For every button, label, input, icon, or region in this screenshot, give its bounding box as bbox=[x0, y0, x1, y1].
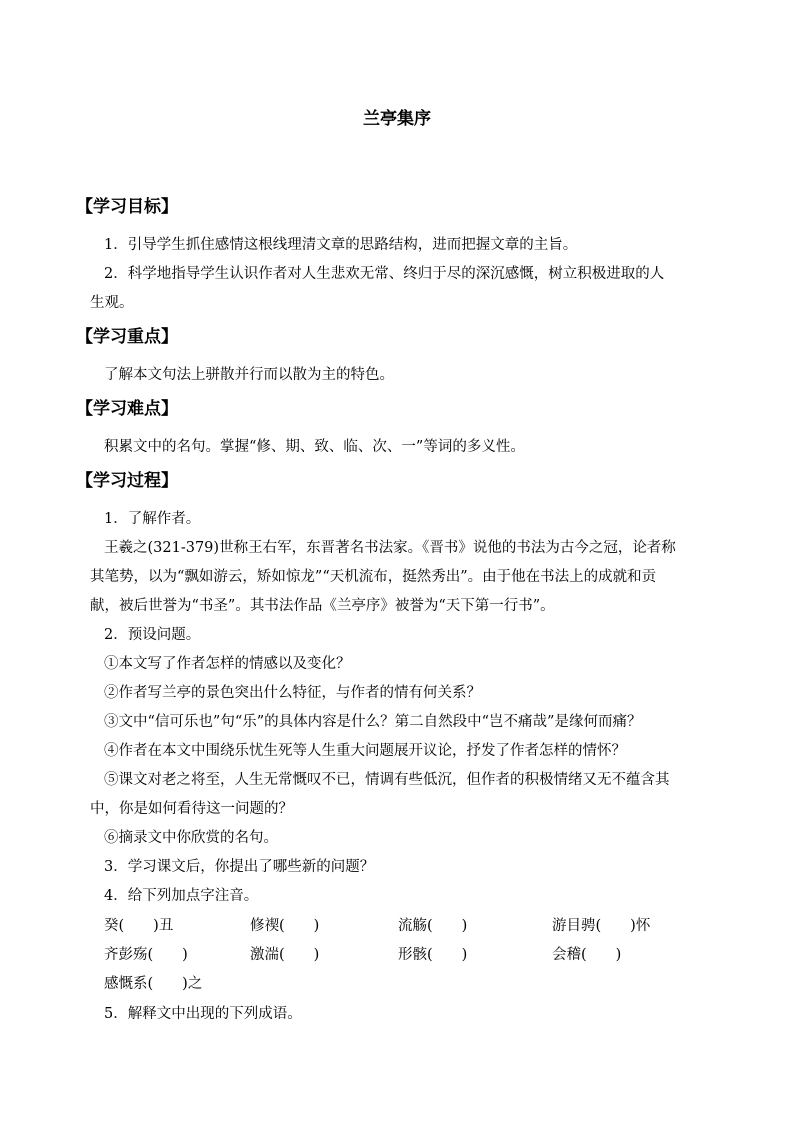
pinyin-item: 流觞( ) bbox=[398, 918, 468, 934]
step-5: 5．解释文中出现的下列成语。 bbox=[104, 1006, 302, 1022]
difficulty-text: 积累文中的名句。掌握“修、期、致、临、次、一”等词的多义性。 bbox=[104, 439, 525, 455]
pinyin-item: 齐彭殇( ) bbox=[104, 947, 188, 963]
pinyin-item: 形骸( ) bbox=[398, 947, 468, 963]
question-3: ③文中“信可乐也”句“乐”的具体内容是什么？第二自然段中“岂不痛哉”是缘何而痛？ bbox=[104, 714, 642, 730]
focus-text: 了解本文句法上骈散并行而以散为主的特色。 bbox=[104, 367, 394, 383]
pinyin-item: 感慨系( )之 bbox=[104, 976, 203, 992]
pinyin-item: 激湍( ) bbox=[250, 947, 320, 963]
pinyin-item: 修禊( ) bbox=[250, 918, 320, 934]
author-intro-line-1: 王羲之(321-379)世称王右军，东晋著名书法家。《晋书》说他的书法为古今之冠，论者称 bbox=[104, 540, 676, 556]
question-6: ⑥摘录文中你欣赏的名句。 bbox=[104, 830, 278, 846]
step-3: 3．学习课文后，你提出了哪些新的问题？ bbox=[104, 859, 375, 875]
step-1: 1．了解作者。 bbox=[104, 511, 201, 527]
goal-item-2-line-1: 2．科学地指导学生认识作者对人生悲欢无常、终归于尽的深沉感慨，树立积极进取的人 bbox=[104, 266, 665, 282]
heading-learning-focus: 【学习重点】 bbox=[76, 327, 178, 347]
question-5-line-1: ⑤课文对老之将至，人生无常慨叹不已，情调有些低沉，但作者的积极情绪又无不蕴含其 bbox=[104, 772, 670, 788]
step-2: 2．预设问题。 bbox=[104, 627, 201, 643]
heading-learning-process: 【学习过程】 bbox=[76, 471, 178, 491]
goal-item-1: 1．引导学生抓住感情这根线理清文章的思路结构，进而把握文章的主旨。 bbox=[104, 237, 578, 253]
step-4: 4．给下列加点字注音。 bbox=[104, 888, 259, 904]
pinyin-item: 游目骋( )怀 bbox=[552, 918, 651, 934]
pinyin-item: 会稽( ) bbox=[552, 947, 622, 963]
question-5-line-2: 中，你是如何看待这一问题的？ bbox=[90, 801, 293, 817]
author-intro-line-3: 献，被后世誉为“书圣”。其书法作品《兰亭序》被誉为“天下第一行书”。 bbox=[90, 598, 555, 614]
heading-learning-difficulty: 【学习难点】 bbox=[76, 399, 178, 419]
heading-learning-goals: 【学习目标】 bbox=[76, 197, 178, 217]
goal-item-2-line-2: 生观。 bbox=[90, 295, 134, 311]
author-intro-line-2: 其笔势，以为“飘如游云，矫如惊龙”“天机流布，挺然秀出”。由于他在书法上的成就和贡 bbox=[90, 569, 657, 585]
question-2: ②作者写兰亭的景色突出什么特征，与作者的情有何关系？ bbox=[104, 685, 481, 701]
question-4: ④作者在本文中围绕乐忧生死等人生重大问题展开议论，抒发了作者怎样的情怀？ bbox=[104, 743, 626, 759]
pinyin-item: 癸( )丑 bbox=[104, 918, 174, 934]
page-title: 兰亭集序 bbox=[363, 109, 431, 129]
question-1: ①本文写了作者怎样的情感以及变化？ bbox=[104, 656, 351, 672]
